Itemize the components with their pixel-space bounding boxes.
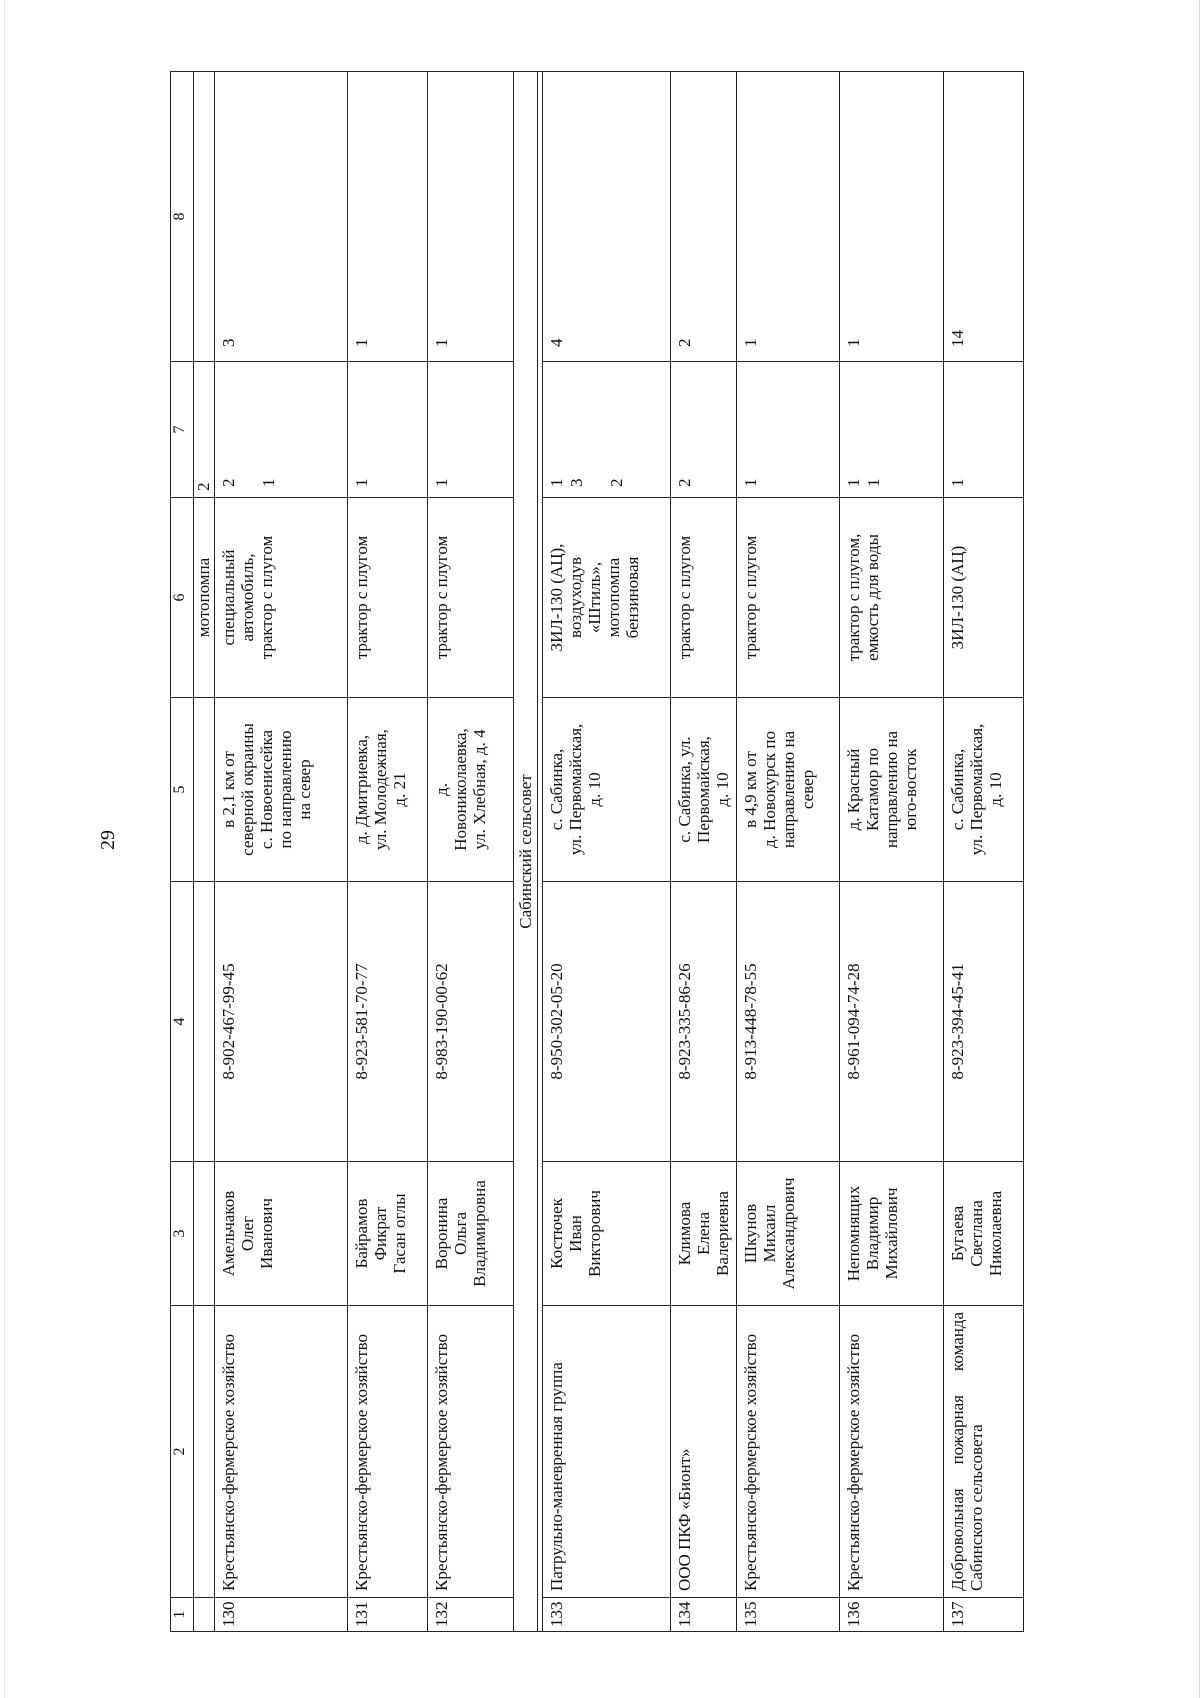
location-address bbox=[944, 698, 1024, 882]
person-name-line: Костючек bbox=[547, 1198, 567, 1269]
header-cell-3: 3 bbox=[171, 1162, 194, 1306]
person-name-line: Валериевна bbox=[713, 1191, 733, 1276]
address-line: ул. Хлебная, д. 4 bbox=[470, 729, 490, 850]
quantity-value: 2 bbox=[219, 478, 238, 487]
address-line: направлению на bbox=[882, 730, 902, 849]
row-number: 134 bbox=[671, 1598, 737, 1632]
continuation-row bbox=[194, 72, 215, 1632]
equipment-quantity bbox=[215, 362, 348, 498]
table-row bbox=[348, 72, 428, 1632]
people-count: 3 bbox=[215, 72, 348, 362]
equipment-quantity bbox=[671, 362, 737, 498]
equipment-line: мотопомпа bbox=[604, 557, 624, 638]
quantity-value: 1 bbox=[432, 478, 451, 487]
location-address bbox=[428, 698, 514, 882]
phone-number: 8-961-094-74-28 bbox=[840, 882, 944, 1162]
person-name-line: Михаил bbox=[760, 1204, 780, 1263]
table-row bbox=[840, 72, 944, 1632]
header-cell-1: 1 bbox=[171, 1598, 194, 1632]
address-line: север bbox=[798, 769, 818, 810]
equipment-quantity bbox=[737, 362, 840, 498]
quantity-value: 2 bbox=[607, 478, 627, 487]
responsible-person bbox=[428, 1162, 514, 1306]
address-line: северной окраины bbox=[238, 723, 258, 856]
person-name-line: Климова bbox=[675, 1201, 695, 1266]
address-line: ул. Первомайская, bbox=[967, 723, 987, 856]
header-cell-4: 4 bbox=[171, 882, 194, 1162]
equipment-line: трактор с плугом bbox=[741, 535, 761, 660]
people-count: 1 bbox=[348, 72, 428, 362]
people-count: 4 bbox=[543, 72, 671, 362]
address-line: юго-восток bbox=[901, 748, 921, 831]
quantity-value: 1 bbox=[547, 478, 567, 487]
table-body-a bbox=[215, 72, 514, 1632]
table-row bbox=[671, 72, 737, 1632]
address-line: ул. Первомайская, bbox=[566, 723, 586, 856]
phone-number: 8-923-394-45-41 bbox=[944, 882, 1024, 1162]
location-address bbox=[543, 698, 671, 882]
page-number: 29 bbox=[97, 830, 119, 850]
location-address bbox=[737, 698, 840, 882]
quantity-value bbox=[239, 368, 259, 487]
address-line: с. Сабинка, bbox=[547, 748, 567, 831]
people-count: 14 bbox=[944, 72, 1024, 362]
table-row bbox=[543, 72, 671, 1632]
organization-name: Крестьянско-фермерское хозяйство bbox=[737, 1306, 840, 1598]
equipment-line: трактор с плугом, bbox=[844, 533, 864, 662]
equipment-line: трактор с плугом bbox=[432, 535, 451, 660]
responsible-person bbox=[543, 1162, 671, 1306]
person-name-line: Олег bbox=[238, 1215, 258, 1252]
phone-number: 8-923-581-70-77 bbox=[348, 882, 428, 1162]
address-line: в 2,1 км от bbox=[219, 751, 238, 828]
organization-name: Крестьянско-фермерское хозяйство bbox=[348, 1306, 428, 1598]
equipment-line: трактор с плугом bbox=[257, 535, 277, 660]
person-name-line: Викторович bbox=[585, 1190, 605, 1277]
address-line: Новониколаевка, bbox=[451, 728, 471, 851]
address-line: в 4,9 км от bbox=[741, 751, 761, 828]
equipment-table bbox=[170, 71, 1024, 1632]
address-line: д. 10 bbox=[585, 772, 605, 807]
header-cell-2: 2 bbox=[171, 1306, 194, 1598]
location-address bbox=[840, 698, 944, 882]
address-line: Первомайская, bbox=[694, 736, 714, 843]
quantity-value: 1 bbox=[864, 478, 884, 487]
organization-name: Патрульно-маневренная группа bbox=[543, 1306, 671, 1598]
cont-cell-8 bbox=[194, 72, 215, 362]
equipment-line: трактор с плугом bbox=[352, 535, 371, 660]
section-row bbox=[514, 72, 538, 1632]
equipment-quantity bbox=[944, 362, 1024, 498]
address-line: д. 10 bbox=[713, 772, 733, 807]
equipment-line: ЗИЛ-130 (АЦ) bbox=[948, 545, 968, 650]
person-name-line: Михайлович bbox=[882, 1187, 902, 1280]
location-address bbox=[348, 698, 428, 882]
quantity-value: 1 bbox=[844, 478, 864, 487]
organization-name: Крестьянско-фермерское хозяйство bbox=[840, 1306, 944, 1598]
responsible-person bbox=[348, 1162, 428, 1306]
person-name-line: Николаевна bbox=[986, 1190, 1006, 1277]
header-cell-5: 5 bbox=[171, 698, 194, 882]
header-cell-7: 7 bbox=[171, 362, 194, 498]
person-name-line: Байрамов bbox=[352, 1198, 371, 1269]
organization-name: Крестьянско-фермерское хозяйство bbox=[428, 1306, 514, 1598]
people-count: 2 bbox=[671, 72, 737, 362]
rotated-table-wrapper bbox=[170, 72, 1105, 1632]
equipment-quantity bbox=[840, 362, 944, 498]
equipment-list bbox=[671, 498, 737, 698]
person-name-line: Владимир bbox=[863, 1196, 883, 1271]
responsible-person bbox=[671, 1162, 737, 1306]
address-line: д. 10 bbox=[986, 772, 1006, 807]
person-name-line: Владимировна bbox=[470, 1180, 490, 1287]
section-body bbox=[514, 72, 543, 1632]
people-count: 1 bbox=[840, 72, 944, 362]
person-name-line: Иван bbox=[566, 1215, 586, 1252]
people-count: 1 bbox=[737, 72, 840, 362]
header-row bbox=[171, 72, 194, 1632]
people-count: 1 bbox=[428, 72, 514, 362]
equipment-line: автомобиль, bbox=[238, 553, 258, 642]
equipment-list bbox=[428, 498, 514, 698]
address-line: д. 21 bbox=[390, 772, 410, 807]
address-line: по направлению bbox=[276, 730, 296, 849]
phone-number: 8-902-467-99-45 bbox=[215, 882, 348, 1162]
phone-number: 8-950-302-05-20 bbox=[543, 882, 671, 1162]
responsible-person bbox=[737, 1162, 840, 1306]
responsible-person bbox=[840, 1162, 944, 1306]
address-line: с. Новоенисейка bbox=[257, 729, 277, 850]
person-name-line: Александрович bbox=[779, 1177, 799, 1290]
quantity-value: 1 bbox=[259, 478, 278, 487]
cont-cell-4 bbox=[194, 882, 215, 1162]
table-body-b bbox=[543, 72, 1024, 1632]
equipment-list bbox=[944, 498, 1024, 698]
header-cell-6: 6 bbox=[171, 498, 194, 698]
address-line: с. Сабинка, ул. bbox=[675, 736, 695, 843]
cont-cell-5 bbox=[194, 698, 215, 882]
equipment-line: «Штиль», bbox=[585, 561, 605, 634]
person-name-line: Бугаева bbox=[948, 1205, 968, 1262]
row-number: 133 bbox=[543, 1598, 671, 1632]
address-line: д. Дмитриевка, bbox=[352, 734, 371, 845]
cont-cell-2 bbox=[194, 1306, 215, 1598]
phone-number: 8-983-190-00-62 bbox=[428, 882, 514, 1162]
equipment-list bbox=[737, 498, 840, 698]
table-row bbox=[944, 72, 1024, 1632]
equipment-line: емкость для воды bbox=[863, 534, 883, 661]
responsible-person bbox=[944, 1162, 1024, 1306]
responsible-person bbox=[215, 1162, 348, 1306]
row-number: 135 bbox=[737, 1598, 840, 1632]
person-name-line: Воронина bbox=[432, 1197, 451, 1270]
person-name-line: Елена bbox=[694, 1211, 714, 1256]
phone-number: 8-913-448-78-55 bbox=[737, 882, 840, 1162]
equipment-line: ЗИЛ-130 (АЦ), bbox=[547, 543, 567, 652]
location-address bbox=[215, 698, 348, 882]
cont-cell-1 bbox=[194, 1598, 215, 1632]
equipment-line: бензиновая bbox=[623, 556, 643, 639]
equipment-quantity bbox=[348, 362, 428, 498]
organization-name: Добровольная пожарная команда Сабинского сельсовета bbox=[944, 1306, 1024, 1598]
person-name-line: Непомнящих bbox=[844, 1185, 864, 1282]
equipment-quantity bbox=[543, 362, 671, 498]
equipment-list bbox=[348, 498, 428, 698]
cont-cell-6: мотопомпа bbox=[194, 498, 215, 698]
row-number: 130 bbox=[215, 1598, 348, 1632]
quantity-value: 1 bbox=[948, 478, 968, 487]
section-title: Сабинский сельсовет bbox=[514, 72, 538, 1632]
person-name-line: Иванович bbox=[257, 1198, 277, 1269]
address-line: ул. Молодежная, bbox=[371, 729, 391, 850]
equipment-line: воздуходув bbox=[566, 557, 586, 639]
address-line: д. Новокурск по bbox=[760, 731, 780, 849]
address-line: д. Красный bbox=[844, 748, 864, 831]
address-line: д. bbox=[432, 783, 451, 796]
equipment-list bbox=[215, 498, 348, 698]
row-number: 132 bbox=[428, 1598, 514, 1632]
person-name-line: Гасан оглы bbox=[390, 1193, 410, 1274]
organization-name: ООО ПКФ «Бионт» bbox=[671, 1306, 737, 1598]
address-line: на север bbox=[295, 759, 315, 820]
quantity-value: 2 bbox=[675, 478, 695, 487]
table-row bbox=[737, 72, 840, 1632]
equipment-line: специальный bbox=[219, 549, 238, 646]
person-name-line: Шкунов bbox=[741, 1203, 761, 1264]
table-row bbox=[428, 72, 514, 1632]
row-number: 136 bbox=[840, 1598, 944, 1632]
person-name-line: Амельчаков bbox=[219, 1190, 238, 1277]
person-name-line: Ольга bbox=[451, 1211, 471, 1256]
quantity-value: 1 bbox=[741, 478, 761, 487]
row-number: 131 bbox=[348, 1598, 428, 1632]
location-address bbox=[671, 698, 737, 882]
equipment-quantity bbox=[428, 362, 514, 498]
person-name-line: Фикрат bbox=[371, 1206, 391, 1261]
cont-cell-3 bbox=[194, 1162, 215, 1306]
scan-edge-left bbox=[4, 0, 5, 1698]
quantity-value: 1 bbox=[352, 478, 371, 487]
quantity-value: 3 bbox=[567, 478, 587, 487]
equipment-list bbox=[840, 498, 944, 698]
cont-cell-7: 2 bbox=[194, 362, 215, 498]
organization-name: Крестьянско-фермерское хозяйство bbox=[215, 1306, 348, 1598]
equipment-list bbox=[543, 498, 671, 698]
quantity-value bbox=[587, 368, 607, 487]
row-number: 137 bbox=[944, 1598, 1024, 1632]
address-line: Катамор по bbox=[863, 748, 883, 832]
address-line: с. Сабинка, bbox=[948, 748, 968, 831]
table-row bbox=[215, 72, 348, 1632]
equipment-line: трактор с плугом bbox=[675, 535, 695, 660]
phone-number: 8-923-335-86-26 bbox=[671, 882, 737, 1162]
address-line: направлению на bbox=[779, 730, 799, 849]
header-cell-8: 8 bbox=[171, 72, 194, 362]
person-name-line: Светлана bbox=[967, 1200, 987, 1267]
